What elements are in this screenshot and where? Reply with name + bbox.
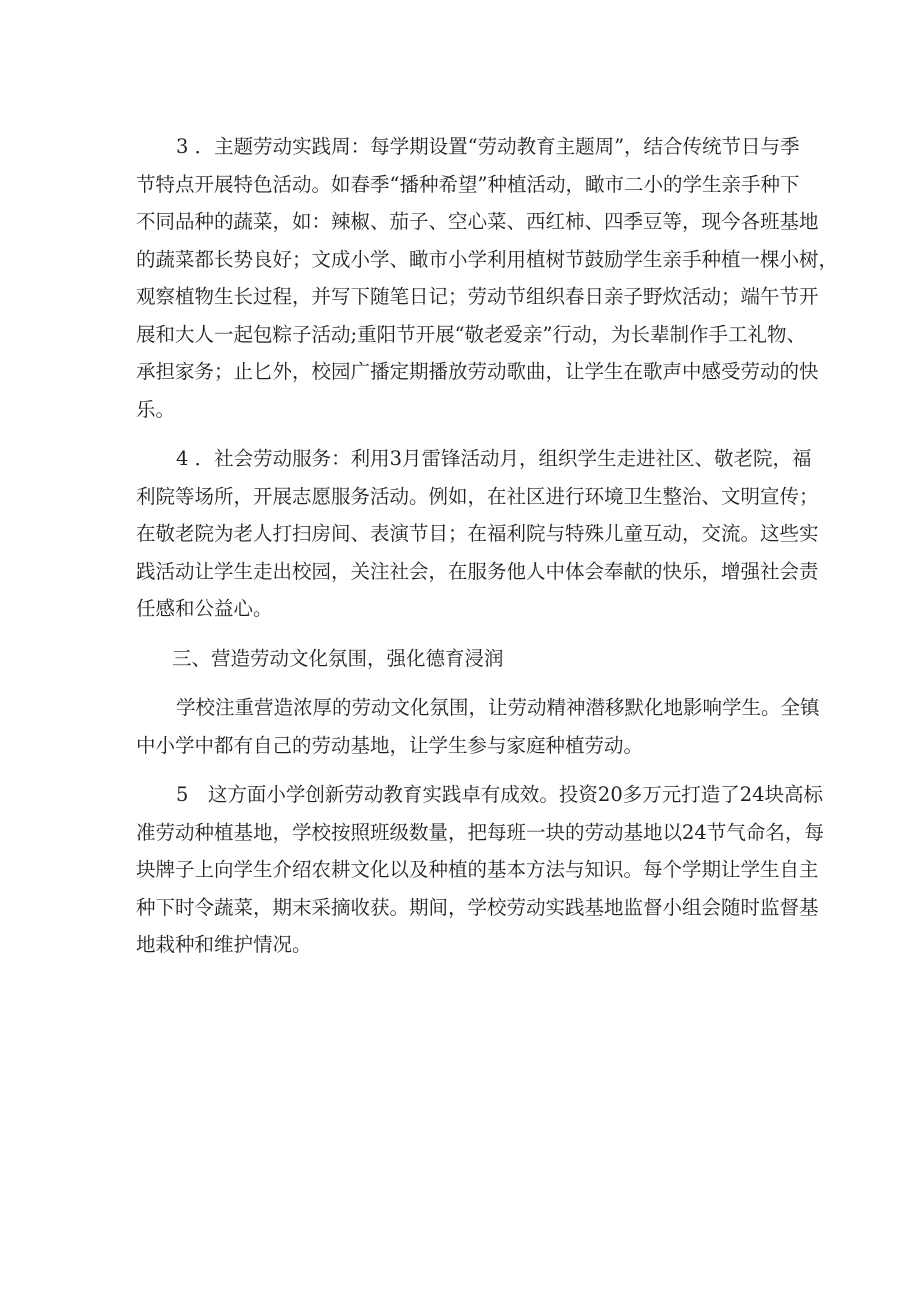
text-line: 乐。 (136, 397, 176, 421)
text-line: 学校注重营造浓厚的劳动文化氛围，让劳动精神潜移默化地影响学生。全镇 (176, 696, 820, 719)
text-line: 中小学中都有自己的劳动基地，让学生参与家庭种植劳动。 (136, 733, 644, 757)
text-line: 块牌子上向学生介绍农耕文化以及种植的基本方法与知识。每个学期让学生自主 (136, 858, 819, 881)
paragraph-gap (136, 764, 786, 776)
text-line: 展和大人一起包粽子活动;重阳节开展“敬老爱亲”行动，为长辈制作手工礼物、 (136, 322, 807, 346)
text-line: 观察植物生长过程，并写下随笔日记；劳动节组织春日亲子野炊活动；端午节开 (136, 285, 819, 308)
section-heading (136, 640, 786, 678)
paragraph-gap (136, 628, 786, 640)
text-line: 任感和公益心。 (136, 597, 273, 620)
paragraph-section-intro (136, 689, 820, 764)
paragraph-gap (136, 428, 786, 440)
text-line: 地栽种和维护情况。 (136, 933, 312, 956)
document-page (136, 128, 839, 964)
paragraph-item-3 (136, 128, 839, 428)
paragraph-item-4 (136, 440, 819, 628)
text-line: 种下时令蔬菜，期末采摘收获。期间，学校劳动实践基地监督小组会随时监督基 (136, 895, 819, 919)
text-line: 在敬老院为老人打扫房间、表演节目；在福利院与特殊儿童互动，交流。这些实 (136, 522, 819, 545)
text-line: 不同品种的蔬菜，如：辣椒、茄子、空心菜、西红柿、四季豆等，现今各班基地 (136, 210, 819, 233)
text-line: 承担家务；止匕外，校园广播定期播放劳动歌曲，让学生在歌声中感受劳动的快 (136, 360, 819, 383)
text-line: 节特点开展特色活动。如春季“播种希望”种植活动，瞰市二小的学生亲手种下 (136, 172, 800, 196)
text-line: 的蔬菜都长势良好；文成小学、瞰市小学利用植树节鼓励学生亲手种植一棵小树， (136, 247, 839, 271)
text-line: 践活动让学生走出校园，关注社会，在服务他人中体会奉献的快乐，增强社会责 (136, 559, 819, 583)
text-line: 3 ．主题劳动实践周：每学期设置“劳动教育主题周”，结合传统节日与季 (176, 135, 800, 158)
text-line: 利院等场所，开展志愿服务活动。例如，在社区进行环境卫生整治、文明宣传； (136, 484, 819, 508)
text-line: 准劳动种植基地，学校按照班级数量，把每班一块的劳动基地以24节气命名，每 (136, 820, 824, 844)
text-line: 5 这方面小学创新劳动教育实践卓有成效。投资20多万元打造了24块高标 (176, 783, 824, 806)
paragraph-gap (136, 677, 786, 689)
section-heading-text: 三、营造劳动文化氛围，强化德育浸润 (172, 646, 504, 670)
text-line: 4 ．社会劳动服务：利用3月雷锋活动月，组织学生走进社区、敬老院，福 (176, 447, 812, 470)
paragraph-item-5 (136, 776, 824, 964)
